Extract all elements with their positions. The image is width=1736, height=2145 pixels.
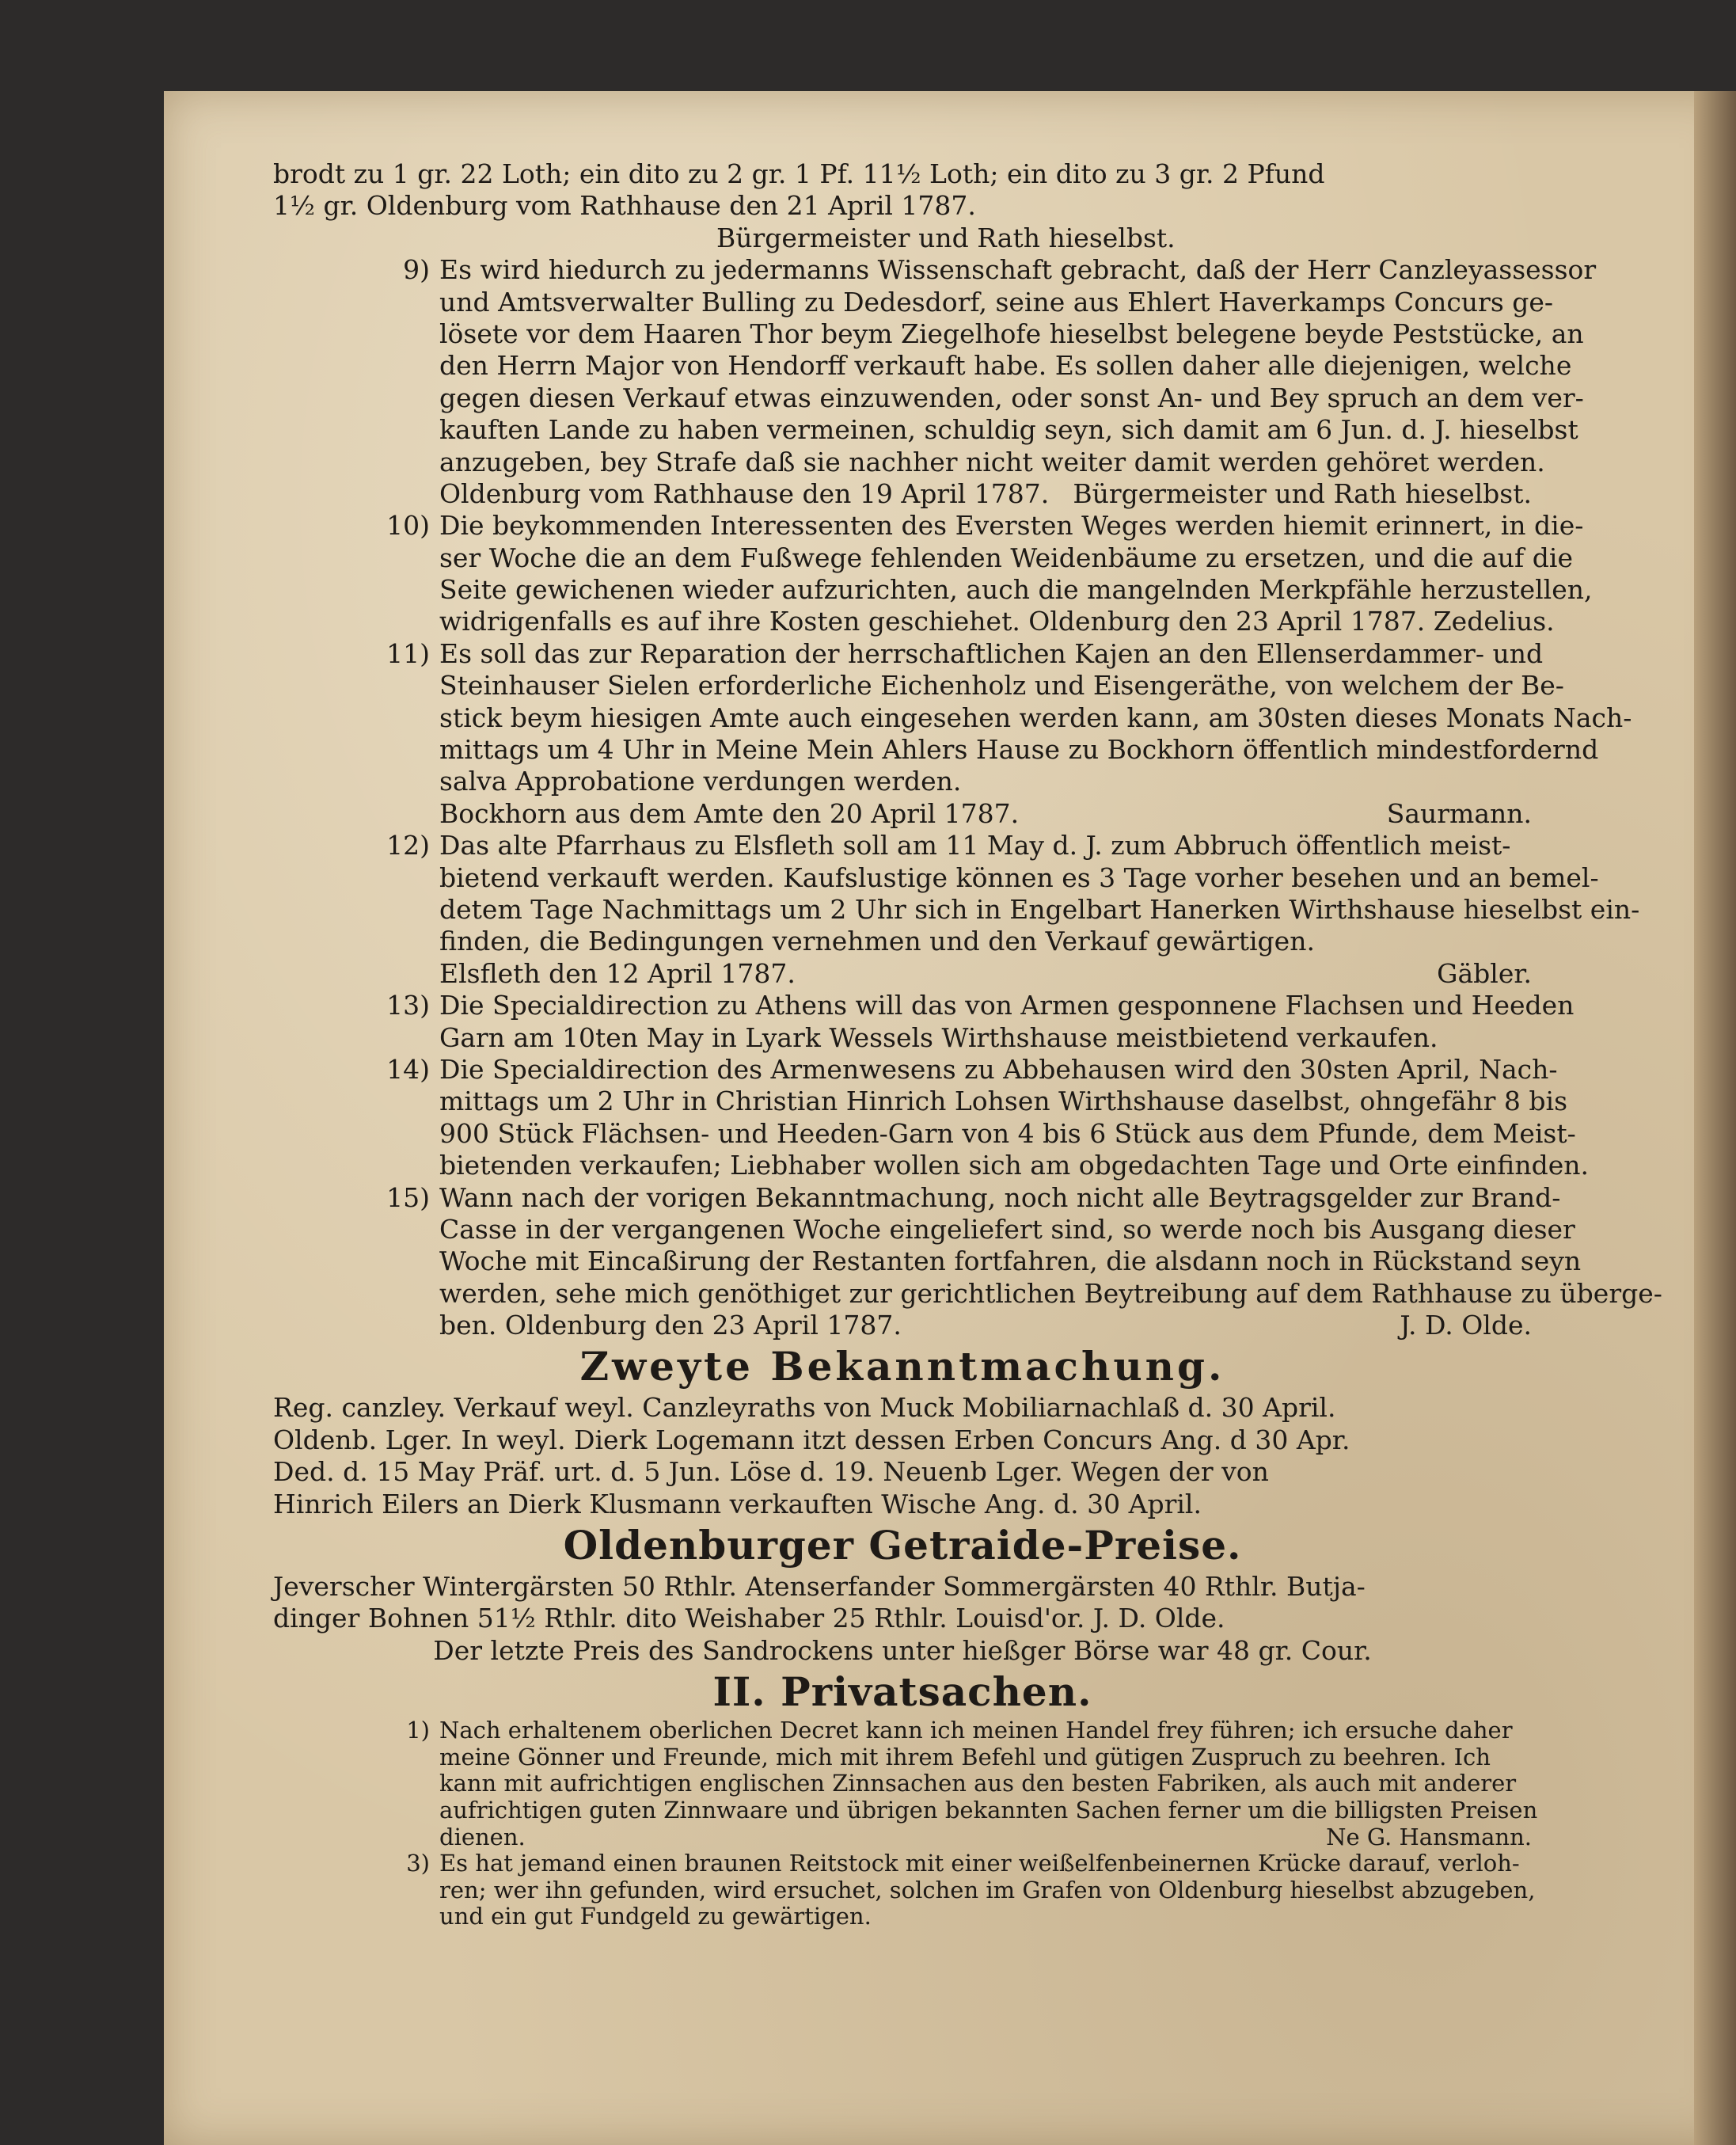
text-line: kauften Lande zu haben vermeinen, schuldig seyn, sich damit am 6 Jun. d. J. hieselbst bbox=[439, 414, 1578, 446]
place-signature-row bbox=[439, 1310, 1532, 1341]
text-line: detem Tage Nachmittags um 2 Uhr sich in Engelbart Hanerken Wirthshause hieselbst ein- bbox=[439, 893, 1640, 925]
text-line: lösete vor dem Haaren Thor beym Ziegelhofe hieselbst belegene beyde Peststücke, an bbox=[439, 318, 1584, 349]
place-signature-row bbox=[439, 1824, 1532, 1851]
notice-number: 11) bbox=[386, 637, 430, 669]
text-line: stick beym hiesigen Amte auch eingesehen werden kann, am 30sten dieses Monats Nach- bbox=[439, 702, 1632, 733]
notice-item bbox=[273, 830, 1640, 990]
notice-body bbox=[439, 1181, 1662, 1342]
second-announcement-block bbox=[273, 1392, 1532, 1520]
place-signature-row bbox=[439, 958, 1532, 990]
text-line: Es hat jemand einen braunen Reitstock mit einer weißelfenbeinernen Krücke darauf, verloh- bbox=[439, 1850, 1520, 1877]
signature: Saurmann. bbox=[1386, 797, 1532, 829]
notice-number: 14) bbox=[386, 1053, 430, 1085]
text-line: Reg. canzley. Verkauf weyl. Canzleyraths von Muck Mobiliarnachlaß d. 30 April. bbox=[273, 1392, 1336, 1424]
text-line: finden, die Bedingungen vernehmen und den Verkauf gewärtigen. bbox=[439, 926, 1315, 957]
notice-item bbox=[273, 1053, 1589, 1182]
text-line: Seite gewichenen wieder aufzurichten, auch die mangelnden Merkpfähle herzustellen, bbox=[439, 574, 1593, 606]
text-line: und Amtsverwalter Bulling zu Dedesdorf, seine aus Ehlert Haverkamps Concurs ge- bbox=[439, 286, 1554, 318]
text-line: und ein gut Fundgeld zu gewärtigen. bbox=[439, 1903, 872, 1930]
text-line: werden, sehe mich genöthiget zur gerichtlichen Beytreibung auf dem Rathhause zu überge- bbox=[439, 1277, 1662, 1309]
document-text bbox=[273, 158, 1662, 1930]
text-line: Es wird hiedurch zu jedermanns Wissenschaft gebracht, daß der Herr Canzleyassessor bbox=[439, 254, 1597, 286]
text-line: widrigenfalls es auf ihre Kosten geschiehet. Oldenburg den 23 April 1787. Zedelius. bbox=[439, 606, 1555, 637]
page-edge bbox=[1694, 91, 1736, 2145]
text-line: Nach erhaltenem oberlichen Decret kann ich meinen Handel frey führen; ich ersuche daher bbox=[439, 1717, 1513, 1744]
signature: Bürgermeister und Rath hieselbst. bbox=[1073, 477, 1532, 509]
text-line: Das alte Pfarrhaus zu Elsfleth soll am 11 May d. J. zum Abbruch öffentlich meist- bbox=[439, 830, 1511, 861]
notice-number: 10) bbox=[386, 510, 430, 542]
text-line: salva Approbatione verdungen werden. bbox=[439, 766, 962, 797]
text-line: kann mit aufrichtigen englischen Zinnsachen aus den besten Fabriken, als auch mit anderer bbox=[439, 1770, 1517, 1797]
text-line: aufrichtigen guten Zinnwaare und übrigen bekannten Sachen ferner um die billigsten Preisen bbox=[439, 1796, 1538, 1824]
notice-body bbox=[439, 830, 1640, 990]
signature: Ne G. Hansmann. bbox=[1326, 1823, 1532, 1850]
text-line: dinger Bohnen 51½ Rthlr. dito Weishaber 25 Rthlr. Louisd'or. J. D. Olde. bbox=[273, 1603, 1225, 1634]
text-line: Casse in der vergangenen Woche eingeliefert sind, so werde noch bis Ausgang dieser bbox=[439, 1213, 1575, 1245]
private-notices-list bbox=[273, 1717, 1538, 1930]
place-signature-row bbox=[439, 798, 1532, 830]
place-date: Elsfleth den 12 April 1787. bbox=[439, 957, 796, 989]
notice-item bbox=[273, 1717, 1538, 1850]
place-date: Bockhorn aus dem Amte den 20 April 1787. bbox=[439, 797, 1020, 829]
text-line: Garn am 10ten May in Lyark Wessels Wirthshause meistbietend verkaufen. bbox=[439, 1021, 1438, 1053]
notice-body bbox=[439, 510, 1593, 638]
notice-item bbox=[273, 1181, 1662, 1342]
notice-body bbox=[439, 637, 1632, 830]
notice-number: 15) bbox=[386, 1181, 430, 1213]
notice-body bbox=[439, 990, 1575, 1054]
text-line: brodt zu 1 gr. 22 Loth; ein dito zu 2 gr. 1 Pf. 11½ Loth; ein dito zu 3 gr. 2 Pfund bbox=[273, 158, 1325, 189]
heading-grain-prices: Oldenburger Getraide-Preise. bbox=[563, 1522, 1242, 1569]
heading-private-matters: II. Privatsachen. bbox=[712, 1668, 1092, 1716]
notice-item bbox=[273, 510, 1593, 638]
text-line: 900 Stück Flächsen- und Heeden-Garn von 4 bis 6 Stück aus dem Pfunde, dem Meist- bbox=[439, 1117, 1576, 1149]
notice-number: 9) bbox=[403, 254, 430, 286]
text-line: Die Specialdirection des Armenwesens zu Abbehausen wird den 30sten April, Nach- bbox=[439, 1053, 1558, 1085]
text-line: Oldenb. Lger. In weyl. Dierk Logemann itzt dessen Erben Concurs Ang. d 30 Apr. bbox=[273, 1424, 1350, 1455]
text-line: den Herrn Major von Hendorff verkauft habe. Es sollen daher alle diejenigen, welche bbox=[439, 350, 1572, 382]
notice-body bbox=[439, 1850, 1536, 1930]
opening-block bbox=[273, 158, 1532, 254]
text-line: Wann nach der vorigen Bekanntmachung, noch nicht alle Beytragsgelder zur Brand- bbox=[439, 1181, 1561, 1213]
notice-item bbox=[273, 990, 1575, 1054]
notice-body bbox=[439, 254, 1597, 510]
place-date: ben. Oldenburg den 23 April 1787. bbox=[439, 1310, 902, 1341]
text-line: bietend verkauft werden. Kaufslustige können es 3 Tage vorher besehen und an bemel- bbox=[439, 861, 1599, 893]
text-line: Jeverscher Wintergärsten 50 Rthlr. Atenserfander Sommergärsten 40 Rthlr. Butja- bbox=[273, 1571, 1366, 1603]
text-line: Die beykommenden Interessenten des Eversten Weges werden hiemit erinnert, in die- bbox=[439, 510, 1584, 542]
signature: Gäbler. bbox=[1437, 957, 1532, 989]
place-signature-row bbox=[439, 478, 1532, 510]
notice-item bbox=[273, 254, 1597, 510]
notice-item bbox=[273, 1850, 1536, 1930]
text-line: anzugeben, bey Strafe daß sie nachher nicht weiter damit werden gehöret werden. bbox=[439, 446, 1545, 477]
text-line: meine Gönner und Freunde, mich mit ihrem Befehl und gütigen Zuspruch zu beehren. Ich bbox=[439, 1743, 1491, 1770]
notice-number: 13) bbox=[386, 990, 430, 1021]
text-line: ren; wer ihn gefunden, wird ersuchet, solchen im Grafen von Oldenburg hieselbst abzugeben, bbox=[439, 1876, 1536, 1903]
text-line: mittags um 2 Uhr in Christian Hinrich Lohsen Wirthshause daselbst, ohngefähr 8 bis bbox=[439, 1086, 1568, 1117]
notice-number: 3) bbox=[406, 1850, 430, 1877]
text-line: mittags um 4 Uhr in Meine Mein Ahlers Hause zu Bockhorn öffentlich mindestfordernd bbox=[439, 734, 1599, 766]
text-line: 1½ gr. Oldenburg vom Rathhause den 21 April 1787. bbox=[273, 190, 976, 222]
prices-note: Der letzte Preis des Sandrockens unter hießger Börse war 48 gr. Cour. bbox=[433, 1634, 1372, 1666]
text-line: Steinhauser Sielen erforderliche Eichenholz und Eisengeräthe, von welchem der Be- bbox=[439, 670, 1564, 702]
notice-number: 12) bbox=[386, 830, 430, 861]
text-line: gegen diesen Verkauf etwas einzuwenden, oder sonst An- und Bey spruch an dem ver- bbox=[439, 382, 1584, 413]
notice-body bbox=[439, 1053, 1589, 1182]
text-line: Ded. d. 15 May Präf. urt. d. 5 Jun. Löse d. 19. Neuenb Lger. Wegen der von bbox=[273, 1456, 1269, 1488]
text-line: Hinrich Eilers an Dierk Klusmann verkauften Wische Ang. d. 30 April. bbox=[273, 1488, 1202, 1519]
heading-second-announcement: Zweyte Bekanntmachung. bbox=[579, 1343, 1225, 1390]
place-date: dienen. bbox=[439, 1823, 526, 1850]
notice-body bbox=[439, 1717, 1538, 1850]
notice-number: 1) bbox=[406, 1717, 430, 1744]
text-line: Woche mit Eincaßirung der Restanten fortfahren, die alsdann noch in Rückstand seyn bbox=[439, 1246, 1582, 1277]
place-date: Oldenburg vom Rathhause den 19 April 1787. bbox=[439, 477, 1050, 509]
notices-list bbox=[273, 254, 1662, 1341]
text-line: Die Specialdirection zu Athens will das von Armen gesponnene Flachsen und Heeden bbox=[439, 990, 1575, 1021]
grain-prices-block bbox=[273, 1571, 1532, 1635]
signature: J. D. Olde. bbox=[1400, 1310, 1532, 1341]
signature: Bürgermeister und Rath hieselbst. bbox=[716, 222, 1176, 253]
text-line: Es soll das zur Reparation der herrschaftlichen Kajen an den Ellenserdammer- und bbox=[439, 637, 1544, 669]
text-line: ser Woche die an dem Fußwege fehlenden Weidenbäume zu ersetzen, und die auf die bbox=[439, 542, 1573, 573]
text-line: bietenden verkaufen; Liebhaber wollen sich am obgedachten Tage und Orte einfinden. bbox=[439, 1150, 1589, 1181]
notice-item bbox=[273, 637, 1632, 830]
